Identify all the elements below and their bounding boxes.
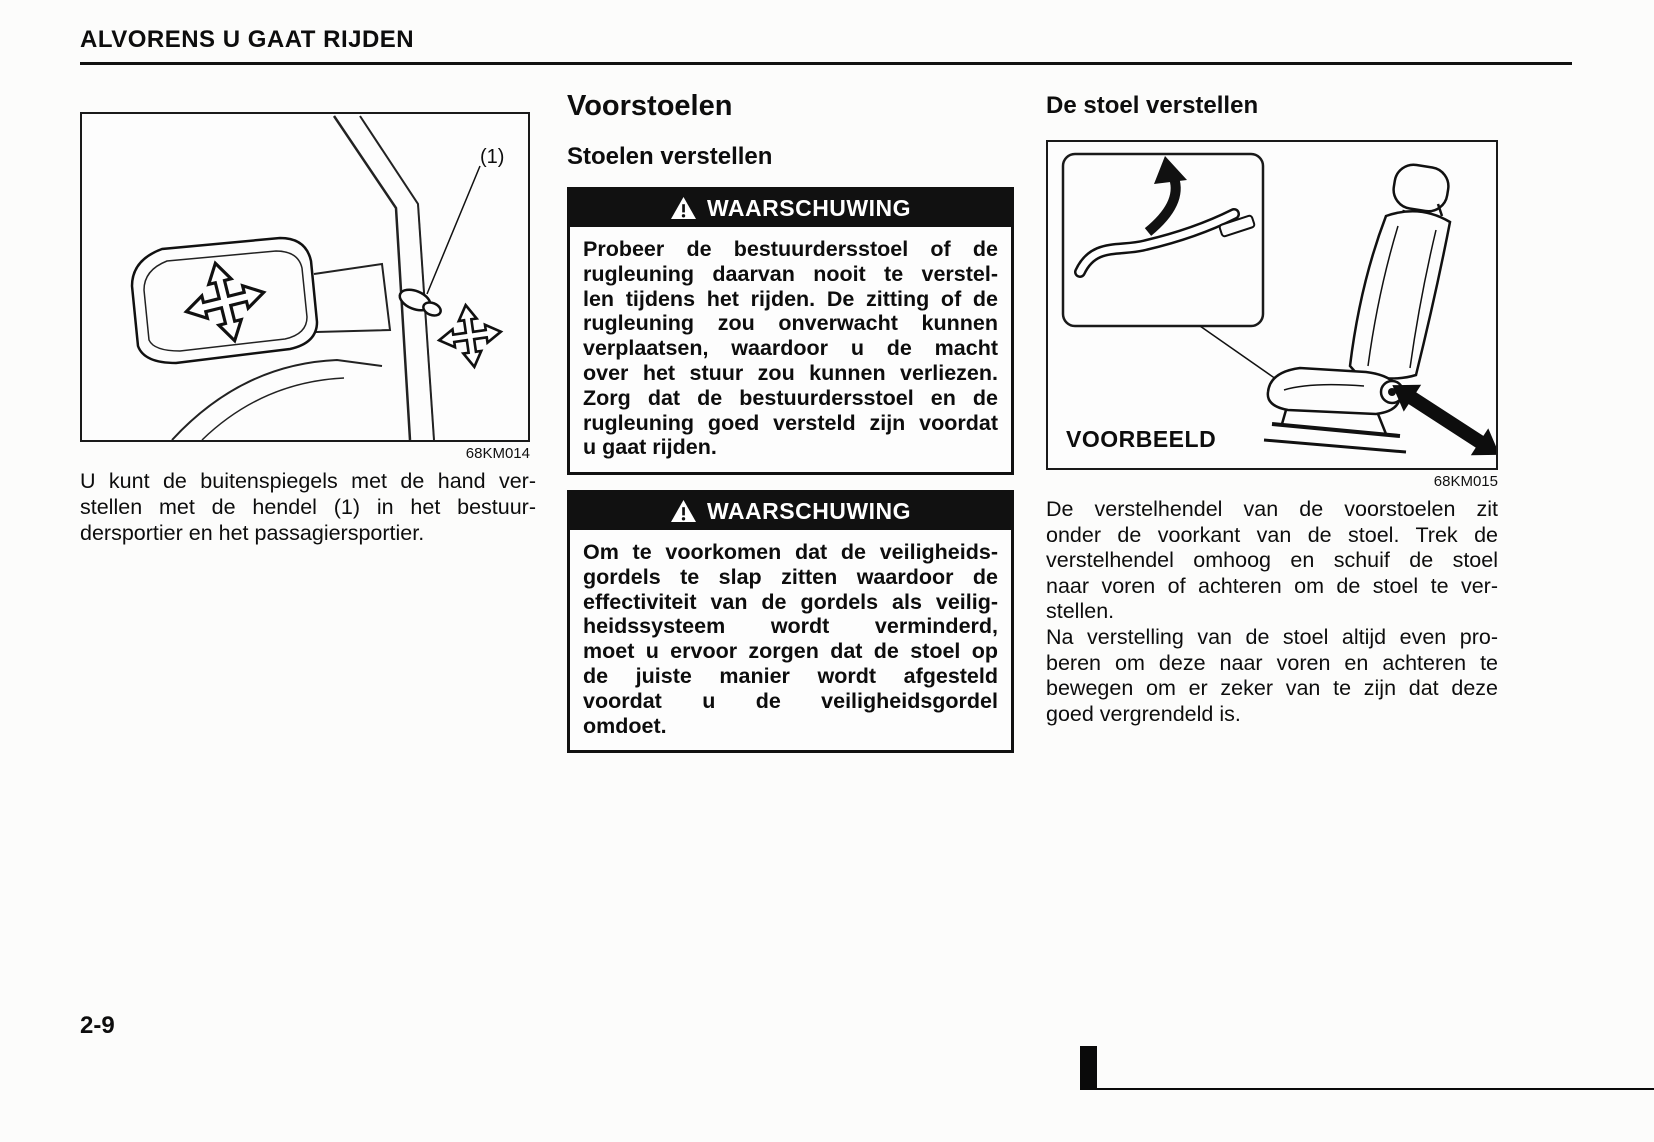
- warning-line: Probeer de bestuurdersstoel of de: [583, 237, 998, 261]
- warning-header: [570, 493, 1011, 530]
- warning-line: over het stuur zou kunnen verliezen.: [583, 360, 998, 385]
- body-line: verstelhendel omhoog en schuif de stoel: [1046, 548, 1498, 573]
- mirror-illustration: [82, 114, 528, 440]
- body-line: beren om deze naar voren en achteren te: [1046, 650, 1498, 675]
- mirror-caption: [80, 468, 536, 546]
- figure-callout-1: (1): [480, 146, 505, 168]
- warning-line: heidssysteem wordt verminderd,: [583, 614, 998, 639]
- warning-line: gordels te slap zitten waardoor de: [583, 564, 998, 589]
- section-title-voorstoelen: Voorstoelen: [567, 90, 733, 122]
- page-number: 2-9: [80, 1012, 115, 1039]
- warning-line: moet u ervoor zorgen dat de stoel op: [583, 639, 998, 664]
- warning-box-1: [567, 187, 1014, 475]
- warning-line: rugleuning zou onverwacht kunnen: [583, 311, 998, 336]
- warning-title: WAARSCHUWING: [706, 498, 912, 524]
- slide-double-arrow-icon: [1384, 372, 1496, 468]
- header-rule: [80, 62, 1572, 65]
- body-line: bewegen om er zeker van te zijn dat deze: [1046, 676, 1498, 701]
- warning-title: WAARSCHUWING: [706, 195, 912, 221]
- warning-line: verplaatsen, waardoor u de macht: [583, 336, 998, 361]
- warning-line: Zorg dat de bestuurdersstoel en de: [583, 385, 998, 410]
- figure-label-voorbeeld: VOORBEELD: [1066, 426, 1217, 452]
- warning-triangle-icon: [670, 499, 697, 524]
- warning-header: [570, 190, 1011, 227]
- warning-line: voordat u de veiligheidsgordel: [583, 688, 998, 713]
- warning-line: u gaat rijden.: [583, 435, 717, 460]
- body-line: naar voren of achteren om de stoel te ver-: [1046, 573, 1498, 598]
- figure-code-68km015: 68KM015: [1433, 473, 1498, 490]
- warning-line: rugleuning daarvan nooit te verstel-: [583, 261, 998, 286]
- warning-text: [570, 227, 1011, 472]
- warning-line: len tijdens het rijden. De zitting of de: [583, 286, 998, 311]
- warning-line: Om te voorkomen dat de veiligheids-: [583, 540, 998, 564]
- warning-text: [570, 530, 1011, 750]
- body-line: goed vergrendeld is.: [1046, 701, 1241, 726]
- body-line: stellen.: [1046, 599, 1115, 624]
- warning-line: omdoet.: [583, 713, 667, 738]
- warning-line: effectiviteit van de gordels als veilig-: [583, 589, 998, 614]
- warning-line: de juiste manier wordt afgesteld: [583, 663, 998, 688]
- binding-mark: [1080, 1046, 1097, 1090]
- body-line: De verstelhendel van de voorstoelen zit: [1046, 497, 1498, 521]
- page-header-title: ALVORENS U GAAT RIJDEN: [80, 26, 415, 53]
- section-title-stoel-verstellen: De stoel verstellen: [1046, 92, 1259, 119]
- mirror-figure: [80, 112, 530, 442]
- caption-line: dersportier en het passagiersportier.: [80, 521, 425, 545]
- body-line: onder de voorkant van de stoel. Trek de: [1046, 522, 1498, 547]
- seat-figure: [1046, 140, 1498, 470]
- warning-triangle-icon: [670, 196, 697, 221]
- seat-illustration: [1048, 142, 1496, 468]
- caption-line: U kunt de buitenspiegels met de hand ver-: [80, 469, 536, 493]
- warning-box-2: [567, 490, 1014, 753]
- page-edge-line: [1097, 1088, 1654, 1090]
- lever-four-way-arrow-icon: [435, 301, 505, 371]
- warning-line: rugleuning goed versteld zijn voordat: [583, 410, 998, 435]
- figure-code-68km014: 68KM014: [465, 445, 530, 462]
- section-subtitle-stoelen-verstellen: Stoelen verstellen: [567, 143, 773, 170]
- caption-line: stellen met de hendel (1) in het bestuur-: [80, 495, 536, 519]
- seat-adjust-text: [1046, 497, 1498, 727]
- body-line: Na verstelling van de stoel altijd even pro-: [1046, 624, 1498, 649]
